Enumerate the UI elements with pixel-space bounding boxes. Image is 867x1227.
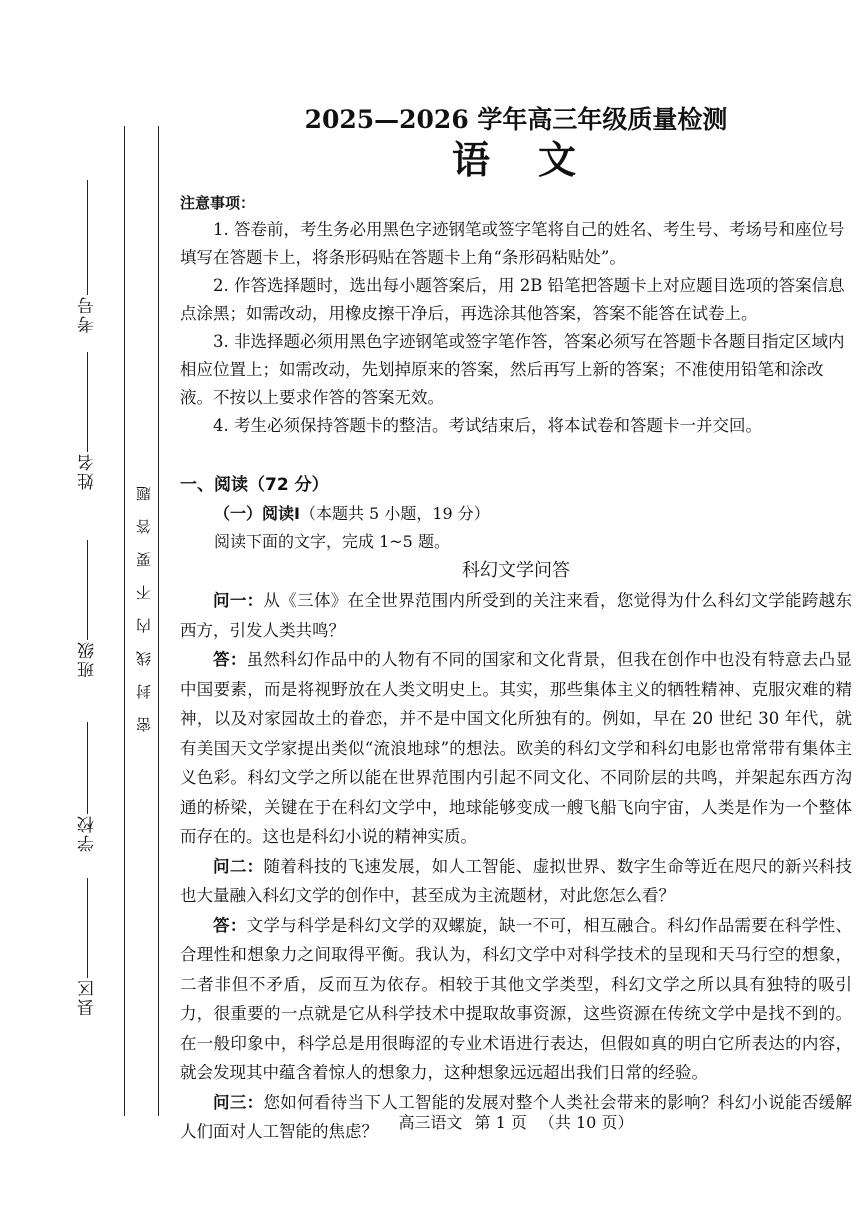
- qa-text: 文学与科学是科幻文学的双螺旋，缺一不可，相互融合。科幻作品需要在科学性、合理性和想象力之间取得平衡。我认为，科幻文学中对科学技术的呈现和天马行空的想象，二者非但不矛盾，反而互为依存。相较于其他文学类型，科幻文学之所以具有独特的吸引力，很重要的一点就是它从科学技术中提取故事资源，这些资源在传统文学中是找不到的。在一般印象中，科学总是用很晦涩的专业术语进行表达，但假如真的明白它所表达的内容，就会发现其中蕴含着惊人的想象力，这种想象远远超出我们日常的经验。: [180, 915, 853, 1082]
- question-paragraph: [180, 852, 852, 911]
- exam-title: 2025—2026 学年高三年级质量检测: [304, 105, 728, 134]
- name-field: [72, 352, 102, 490]
- class-field: [72, 540, 102, 678]
- qa-text: 您如何看待当下人工智能的发展对整个人类社会带来的影响？科幻小说能否缓解人们面对人工智能的焦虑？: [180, 1092, 853, 1141]
- school-blank[interactable]: [87, 722, 88, 814]
- notice-item: 1. 答卷前，考生务必用黑色字迹钢笔或签字笔将自己的姓名、考生号、考场号和座位号填写在答题卡上，将条形码贴在答题卡上角“条形码粘贴处”。: [180, 220, 845, 267]
- county-field: [72, 878, 102, 1016]
- reading-instruction: 阅读下面的文字，完成 1~5 题。: [214, 532, 450, 551]
- qa-lead: 答：: [213, 650, 247, 669]
- class-label: 班级: [77, 640, 98, 678]
- seal-line-notice: 密封线内不要答题: [135, 468, 153, 732]
- page-footer: [180, 1110, 852, 1133]
- exam-number-blank[interactable]: [87, 180, 88, 295]
- section-heading: 一、阅读（72 分）: [180, 475, 329, 495]
- name-blank[interactable]: [87, 352, 88, 452]
- subject-title: 语文: [451, 137, 624, 182]
- school-label: 学校: [77, 814, 98, 852]
- binding-line-inner: [158, 126, 159, 1116]
- qa-lead: 答：: [213, 915, 247, 935]
- notice-item: 3. 非选择题必须用黑色字迹钢笔或签字笔作答，答案必须写在答题卡各题目指定区域内相应位置上；如需改动，先划掉原来的答案，然后再写上新的答案；不准使用铅笔和涂改液。不按以上要求作答的答案无效。: [180, 332, 845, 407]
- footer-page-number: 第 1 页: [474, 1113, 527, 1132]
- footer-subject: 高三语文: [398, 1113, 463, 1132]
- qa-text: 从《三体》在全世界范围内所受到的关注来看，您觉得为什么科幻文学能跨越东西方，引发人类共鸣？: [180, 591, 853, 640]
- answer-paragraph: [180, 911, 852, 1088]
- part-label: （一）阅读Ⅰ: [214, 504, 300, 523]
- qa-lead: 问二：: [213, 856, 264, 876]
- qa-lead: 问三：: [213, 1092, 264, 1112]
- page-content: [180, 100, 852, 1147]
- school-field: [72, 722, 102, 852]
- notice-item: 4. 考生必须保持答题卡的整洁。考试结束后，将本试卷和答题卡一并交回。: [213, 416, 762, 435]
- exam-number-label: 考号: [77, 295, 98, 333]
- binding-line-outer: [124, 126, 125, 1116]
- qa-lead: 问一：: [213, 591, 264, 610]
- notice-heading: 注意事项：: [180, 194, 256, 212]
- part-detail: （本题共 5 小题，19 分）: [299, 504, 490, 523]
- exam-number-field: [72, 180, 102, 333]
- answer-paragraph: [180, 645, 852, 852]
- notice-item: 2. 作答选择题时，选出每小题答案后，用 2B 铅笔把答题卡上对应题目选项的答案信息点涂黑；如需改动，用橡皮擦干净后，再选涂其他答案，答案不能答在试卷上。: [180, 276, 845, 323]
- name-label: 姓名: [77, 452, 98, 490]
- class-blank[interactable]: [87, 540, 88, 640]
- question-paragraph: [180, 586, 852, 645]
- county-label: 县区: [77, 978, 98, 1016]
- qa-text: 虽然科幻作品中的人物有不同的国家和文化背景，但我在创作中也没有特意去凸显中国要素，而是将视野放在人类文明史上。其实，那些集体主义的牺牲精神、克服灾难的精神，以及对家园故土的眷恋，并不是中国文化所独有的。例如，早在 20 世纪 30 年代，就有美国天文学家提出类似“流浪地球”的想法。欧美的科幻文学和科幻电影也常常带有集体主义色彩。科幻文学之所以能在世界范围内引起不同文化、不同阶层的共鸣，并架起东西方沟通的桥梁，关键在于在科幻文学中，地球能够变成一艘飞船飞向宇宙，人类是作为一个整体而存在的。这也是科幻小说的精神实质。: [180, 650, 853, 846]
- qa-text: 随着科技的飞速发展，如人工智能、虚拟世界、数字生命等近在咫尺的新兴科技也大量融入科幻文学的创作中，甚至成为主流题材，对此您怎么看？: [180, 856, 853, 905]
- article-title: 科幻文学问答: [462, 560, 570, 581]
- county-blank[interactable]: [87, 878, 88, 978]
- part-heading: [214, 500, 852, 528]
- footer-total-pages: （共 10 页）: [538, 1113, 634, 1132]
